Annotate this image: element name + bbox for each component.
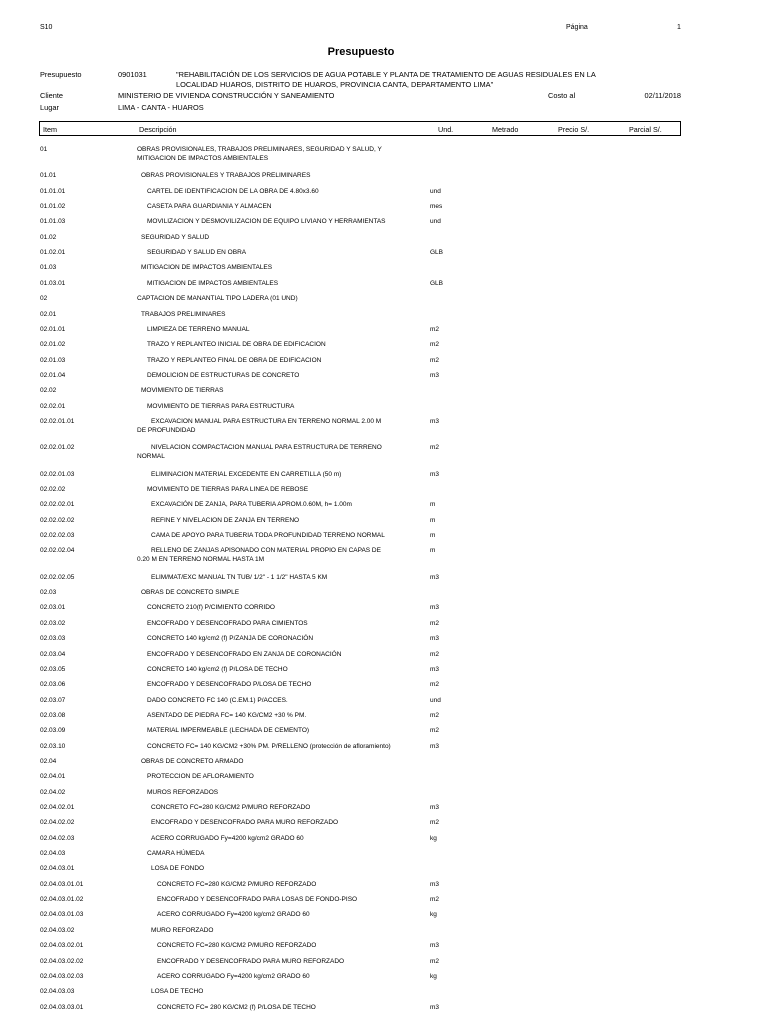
row-item-code: 02.02.01.03 (40, 470, 75, 478)
row-unit: GLB (430, 249, 444, 257)
column-item: Item (43, 125, 57, 134)
row-unit: m (430, 532, 436, 540)
row-description: EXCAVACIÓN DE ZANJA, PARA TUBERIA APROM.0.60M, h= 1.00m (151, 501, 352, 509)
row-item-code: 02.04.03.02 (40, 926, 75, 934)
costo-label: Costo al (548, 91, 576, 100)
page-title: Presupuesto (327, 46, 395, 58)
costo-date: 02/11/2018 (644, 91, 681, 100)
row-unit: m3 (430, 470, 440, 478)
row-item-code: 01.03.01 (40, 279, 66, 287)
row-description: DADO CONCRETO FC 140 (C.EM.1) P/ACCES. (147, 696, 288, 704)
row-unit: und (430, 187, 441, 195)
row-unit: m3 (430, 573, 440, 581)
row-item-code: 01.01.02 (40, 203, 66, 211)
row-description: EXCAVACION MANUAL PARA ESTRUCTURA EN TERRENO NORMAL 2.00 M (151, 417, 382, 425)
row-description: PROTECCION DE AFLORAMIENTO (147, 773, 254, 781)
row-unit: GLB (430, 279, 444, 287)
row-description: MATERIAL IMPERMEABLE (LECHADA DE CEMENTO) (147, 727, 310, 735)
row-unit: m (430, 547, 436, 555)
software-code: S10 (40, 24, 53, 31)
row-unit: m3 (430, 604, 440, 612)
row-item-code: 01.02.01 (40, 249, 66, 257)
row-description: CONCRETO 210(f) P/CIMIENTO CORRIDO (147, 604, 275, 612)
row-item-code: 02.02.02.01 (40, 501, 75, 509)
row-description: RELLENO DE ZANJAS APISONADO CON MATERIAL PROPIO EN CAPAS DE (151, 547, 381, 555)
row-item-code: 02.02 (40, 387, 57, 395)
row-description: ASENTADO DE PIEDRA FC= 140 KG/CM2 +30 % PM. (147, 711, 307, 719)
row-item-code: 02.04.03.02.03 (40, 972, 84, 980)
row-item-code: 02.03.01 (40, 604, 66, 612)
row-description: ACERO CORRUGADO Fy=4200 kg/cm2 GRADO 60 (151, 834, 304, 842)
row-unit: und (430, 218, 441, 226)
page-label: Página (566, 24, 588, 31)
row-description: ENCOFRADO Y DESENCOFRADO EN ZANJA DE CORONACIÓN (147, 650, 342, 658)
row-description: MOVILIZACION Y DESMOVILIZACION DE EQUIPO LIVIANO Y HERRAMIENTAS (147, 218, 386, 226)
row-unit: und (430, 696, 441, 704)
row-item-code: 01.01.01 (40, 187, 66, 195)
row-item-code: 02 (40, 295, 48, 303)
row-description: OBRAS DE CONCRETO SIMPLE (141, 589, 240, 597)
row-item-code: 02.03 (40, 589, 57, 597)
row-description: CAMA DE APOYO PARA TUBERIA TODA PROFUNDIDAD TERRENO NORMAL (151, 532, 385, 540)
row-description: MOVIMIENTO DE TIERRAS PARA ESTRUCTURA (147, 402, 295, 410)
column-metrado: Metrado (492, 125, 519, 134)
row-item-code: 02.02.02.05 (40, 573, 75, 581)
row-description: REFINE Y NIVELACION DE ZANJA EN TERRENO (151, 516, 300, 524)
row-item-code: 02.02.02 (40, 486, 66, 493)
row-item-code: 02.04.03 (40, 850, 66, 858)
cliente-value: MINISTERIO DE VIVIENDA CONSTRUCCIÓN Y SANEAMIENTO (118, 91, 335, 100)
cliente-label: Cliente (40, 91, 64, 100)
row-description: CONCRETO 140 kg/cm2 (f) P/LOSA DE TECHO (147, 665, 288, 673)
row-item-code: 02.02.01.02 (40, 444, 75, 452)
page-number: 1 (677, 24, 681, 31)
row-description: MOVIMIENTO DE TIERRAS (141, 387, 224, 395)
row-unit: m2 (430, 619, 440, 627)
row-item-code: 02.01.03 (40, 356, 66, 364)
row-item-code: 02.04.03.03 (40, 988, 75, 996)
row-item-code: 02.02.02.02 (40, 516, 75, 524)
row-item-code: 02.04.02.02 (40, 819, 75, 827)
row-description: TRABAJOS PRELIMINARES (141, 310, 226, 318)
row-description: SEGURIDAD Y SALUD EN OBRA (147, 249, 247, 257)
row-item-code: 02.03.05 (40, 665, 66, 673)
row-item-code: 02.02.01.01 (40, 417, 75, 425)
row-item-code: 02.03.10 (40, 742, 66, 750)
row-item-code: 02.03.02 (40, 619, 66, 627)
column-unit: Und. (438, 125, 454, 134)
row-unit: m2 (430, 325, 440, 333)
row-description: LOSA DE TECHO (151, 988, 204, 996)
row-unit: m3 (430, 880, 440, 888)
row-description: MOVIMIENTO DE TIERRAS PARA LINEA DE REBOSE (147, 486, 309, 493)
row-description: OBRAS DE CONCRETO ARMADO (141, 757, 244, 765)
row-description: DEMOLICION DE ESTRUCTURAS DE CONCRETO (147, 371, 300, 379)
row-description-continued: 0.20 M EN TERRENO NORMAL HASTA 1M (137, 556, 265, 564)
presupuesto-desc-line2: LOCALIDAD HUAROS, DISTRITO DE HUAROS, PROVINCIA CANTA, DEPARTAMENTO LIMA" (176, 80, 494, 89)
column-parcial: Parcial S/. (629, 125, 662, 134)
row-description: MUROS REFORZADOS (147, 788, 219, 796)
column-description: Descripción (139, 125, 177, 134)
row-item-code: 01.03 (40, 264, 57, 272)
row-unit: m2 (430, 444, 440, 452)
row-item-code: 02.04.03.01 (40, 865, 75, 873)
row-item-code: 02.01.01 (40, 325, 66, 333)
row-item-code: 02.04.03.03.01 (40, 1003, 84, 1011)
row-description: NIVELACION COMPACTACION MANUAL PARA ESTRUCTURA DE TERRENO (151, 444, 382, 452)
row-unit: m3 (430, 371, 440, 379)
row-description: OBRAS PROVISIONALES, TRABAJOS PRELIMINARES, SEGURIDAD Y SALUD, Y (137, 146, 382, 153)
row-description: LOSA DE FONDO (151, 865, 205, 873)
row-item-code: 02.02.01 (40, 402, 66, 410)
row-description: ENCOFRADO Y DESENCOFRADO PARA MURO REFORZADO (151, 819, 339, 827)
lugar-label: Lugar (40, 103, 59, 112)
presupuesto-label: Presupuesto (40, 70, 82, 79)
row-unit: m3 (430, 417, 440, 425)
row-unit: m3 (430, 742, 440, 750)
row-item-code: 01.02 (40, 233, 57, 241)
row-unit: m (430, 501, 436, 509)
row-description: CONCRETO FC= 280 KG/CM2 (f) P/LOSA DE TECHO (157, 1003, 316, 1011)
row-item-code: 01.01.03 (40, 218, 66, 226)
row-description: CONCRETO FC=280 KG/CM2 P/MURO REFORZADO (157, 942, 317, 950)
row-description: CONCRETO FC=280 KG/CM2 P/MURO REFORZADO (157, 880, 317, 888)
row-item-code: 02.04.03.02.01 (40, 942, 84, 950)
row-unit: m3 (430, 804, 440, 811)
row-description: LIMPIEZA DE TERRENO MANUAL (147, 325, 250, 333)
row-description: OBRAS PROVISIONALES Y TRABAJOS PRELIMINARES (141, 172, 311, 180)
row-item-code: 02.04.02 (40, 788, 66, 796)
column-precio: Precio S/. (558, 125, 590, 134)
row-unit: m2 (430, 681, 440, 689)
row-item-code: 02.03.03 (40, 635, 66, 643)
row-unit: m2 (430, 341, 440, 349)
row-description-continued: NORMAL (137, 453, 165, 461)
row-item-code: 02.04.03.01.01 (40, 880, 84, 888)
row-description: MURO REFORZADO (151, 926, 214, 934)
lugar-value: LIMA - CANTA - HUAROS (118, 103, 204, 112)
row-unit: kg (430, 911, 437, 919)
row-description: CAMARA HÚMEDA (147, 850, 205, 858)
row-description-continued: DE PROFUNDIDAD (137, 426, 196, 434)
row-description: SEGURIDAD Y SALUD (141, 233, 210, 241)
row-description: CONCRETO FC= 140 KG/CM2 +30% PM. P/RELLENO (protección de afloramiento) (147, 742, 391, 750)
row-unit: m2 (430, 819, 440, 827)
row-description: ACERO CORRUGADO Fy=4200 kg/cm2 GRADO 60 (157, 911, 310, 919)
row-description: ENCOFRADO Y DESENCOFRADO PARA CIMIENTOS (147, 619, 308, 627)
row-description: ENCOFRADO Y DESENCOFRADO PARA MURO REFORZADO (157, 957, 345, 965)
row-unit: m2 (430, 650, 440, 658)
row-unit: m2 (430, 896, 440, 904)
row-description: CONCRETO FC=280 KG/CM2 P/MURO REFORZADO (151, 804, 311, 811)
row-description-continued: MITIGACION DE IMPACTOS AMBIENTALES (137, 155, 269, 162)
row-description: ENCOFRADO Y DESENCOFRADO PARA LOSAS DE FONDO-PISO (157, 896, 358, 904)
row-item-code: 02.04.03.01.03 (40, 911, 84, 919)
row-description: ACERO CORRUGADO Fy=4200 kg/cm2 GRADO 60 (157, 972, 310, 980)
row-unit: m3 (430, 665, 440, 673)
presupuesto-desc-line1: "REHABILITACIÓN DE LOS SERVICIOS DE AGUA POTABLE Y PLANTA DE TRATAMIENTO DE AGUAS RESIDUALES EN LA (176, 70, 596, 79)
row-item-code: 02.04.03.01.02 (40, 896, 84, 904)
row-description: TRAZO Y REPLANTEO INICIAL DE OBRA DE EDIFICACION (147, 341, 326, 349)
row-unit: m (430, 516, 436, 524)
row-item-code: 02.02.02.04 (40, 547, 75, 555)
row-item-code: 02.03.06 (40, 681, 66, 689)
row-unit: mes (430, 203, 443, 211)
row-unit: m3 (430, 1003, 440, 1011)
row-item-code: 02.03.09 (40, 727, 66, 735)
row-unit: kg (430, 972, 437, 980)
row-item-code: 02.01.04 (40, 371, 66, 379)
row-item-code: 02.03.07 (40, 696, 66, 704)
row-item-code: 02.01 (40, 310, 57, 318)
row-item-code: 02.04.02.03 (40, 834, 75, 842)
row-item-code: 01 (40, 146, 48, 153)
row-unit: m2 (430, 356, 440, 364)
row-description: TRAZO Y REPLANTEO FINAL DE OBRA DE EDIFICACION (147, 356, 322, 364)
row-description: CASETA PARA GUARDIANIA Y ALMACEN (147, 203, 272, 211)
row-item-code: 02.03.04 (40, 650, 66, 658)
row-description: MITIGACION DE IMPACTOS AMBIENTALES (141, 264, 273, 272)
presupuesto-code: 0901031 (118, 70, 147, 79)
row-unit: m2 (430, 727, 440, 735)
row-description: CAPTACION DE MANANTIAL TIPO LADERA (01 UND) (137, 295, 298, 303)
row-unit: kg (430, 834, 437, 842)
row-item-code: 02.02.02.03 (40, 532, 75, 540)
row-description: CARTEL DE IDENTIFICACION DE LA OBRA DE 4.80x3.60 (147, 187, 319, 195)
row-unit: m2 (430, 957, 440, 965)
row-item-code: 02.04.02.01 (40, 804, 75, 811)
row-description: ENCOFRADO Y DESENCOFRADO P/LOSA DE TECHO (147, 681, 312, 689)
row-unit: m3 (430, 635, 440, 643)
row-description: ELIMINACION MATERIAL EXCEDENTE EN CARRETILLA (50 m) (151, 470, 342, 478)
row-description: CONCRETO 140 kg/cm2 (f) P/ZANJA DE CORONACIÓN (147, 635, 314, 643)
row-unit: m3 (430, 942, 440, 950)
row-item-code: 01.01 (40, 172, 57, 180)
row-unit: m2 (430, 711, 440, 719)
row-item-code: 02.04 (40, 757, 57, 765)
row-description: MITIGACION DE IMPACTOS AMBIENTALES (147, 279, 279, 287)
row-item-code: 02.04.03.02.02 (40, 957, 84, 965)
row-description: ELIM/MAT/EXC MANUAL TN TUB/ 1/2" - 1 1/2" HASTA 5 KM (151, 573, 328, 581)
row-item-code: 02.01.02 (40, 341, 66, 349)
row-item-code: 02.03.08 (40, 711, 66, 719)
row-item-code: 02.04.01 (40, 773, 66, 781)
